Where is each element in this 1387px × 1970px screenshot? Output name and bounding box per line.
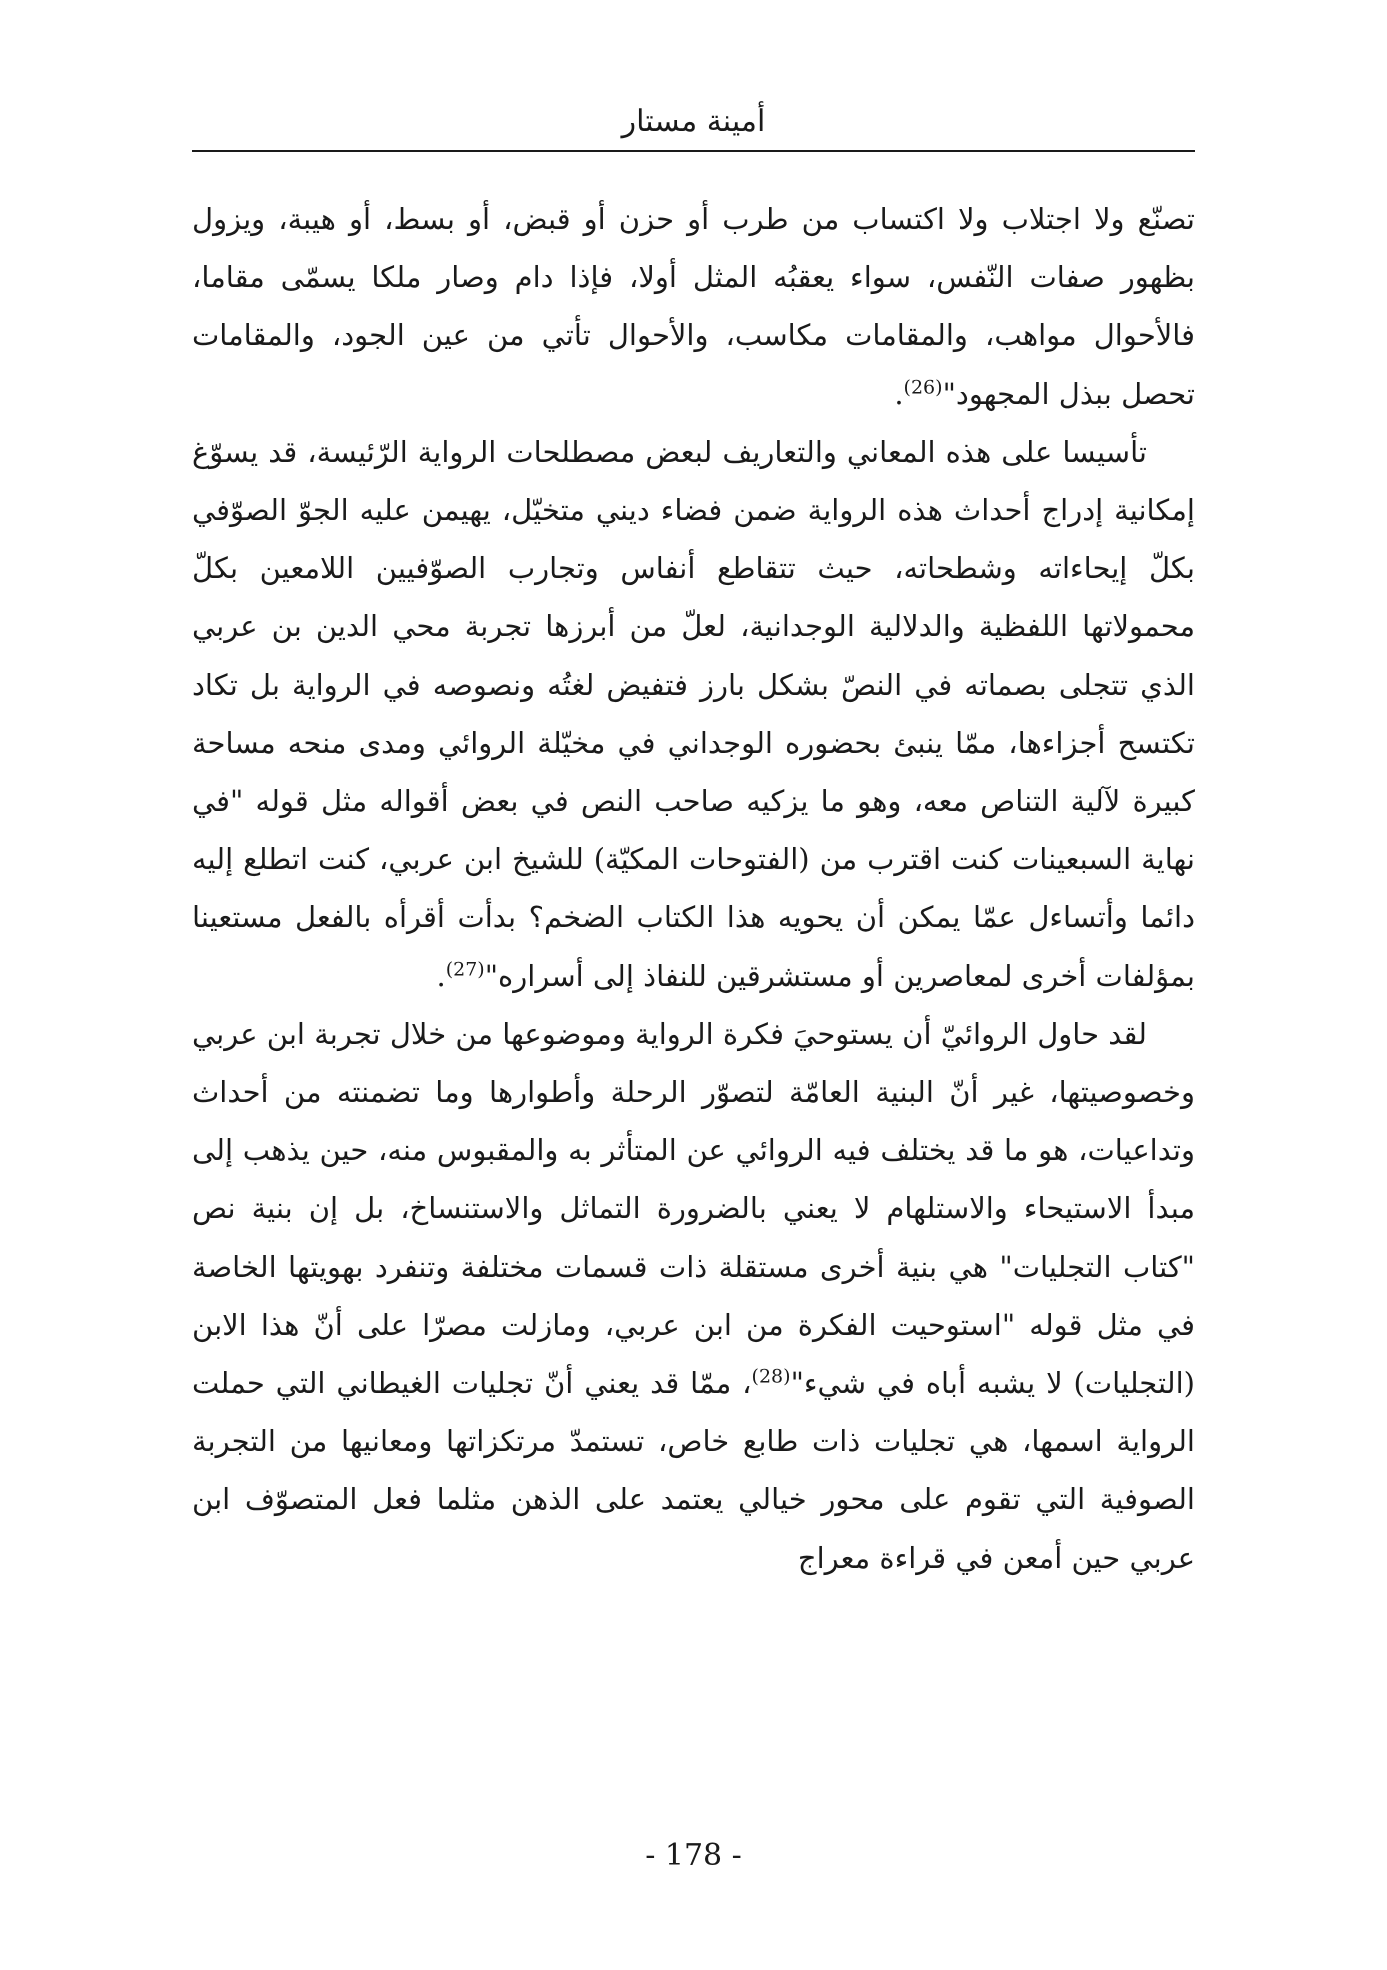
footnote-ref-26: (26) [903,375,943,398]
paragraph-3-continuation: ، ممّا قد يعني أنّ تجليات الغيطاني التي حملت الرواية اسمها، هي تجليات ذات طابع خاص، تستمدّ مرتكزاتها ومعانيها من التجربة الصوفية التي تقوم على محور خيالي يعتمد على الذهن مثلما فعل المتصوّف ابن عربي حين أمعن في قراءة معراج [192,1366,1195,1575]
paragraph-3-text: لقد حاول الروائيّ أن يستوحيَ فكرة الرواية وموضوعها من خلال تجربة ابن عربي وخصوصيتها، غير أنّ البنية العامّة لتصوّر الرحلة وأطوارها وما تضمنته من أحداث وتداعيات، هو ما قد يختلف فيه الروائي عن المتأثر به والمقبوس منه، حين يذهب إلى مبدأ الاستيحاء والاستلهام لا يعني بالضرورة التماثل والاستنساخ، بل إن بنية نص "كتاب التجليات" هي بنية أخرى مستقلة ذات قسمات مختلفة وتنفرد بهويتها الخاصة في مثل قوله "استوحيت الفكرة من ابن عربي، ومازلت مصرّا على أنّ هذا الابن (التجليات) لا يشبه أباه في شيء" [192,1016,1195,1401]
header-divider [192,150,1195,152]
paragraph-2 [192,423,1195,1005]
footnote-ref-27: (27) [445,957,485,980]
body-text [192,190,1195,1587]
paragraph-1-end: . [894,376,904,411]
footnote-ref-28: (28) [751,1365,791,1388]
page-number: - 178 - [645,1838,742,1873]
paragraph-3 [192,1005,1195,1587]
paragraph-1-text: تصنّع ولا اجتلاب ولا اكتساب من طرب أو حزن أو قبض، أو بسط، أو هيبة، ويزول بظهور صفات النّفس، سواء يعقبُه المثل أولا، فإذا دام وصار ملكا يسمّى مقاما، فالأحوال مواهب، والمقامات مكاسب، والأحوال تأتي من عين الجود، والمقامات تحصل ببذل المجهود" [192,202,1195,411]
running-header: أمينة مستار [621,104,766,139]
paragraph-1 [192,190,1195,423]
paragraph-2-end: . [436,958,446,993]
paragraph-2-text: تأسيسا على هذه المعاني والتعاريف لبعض مصطلحات الرواية الرّئيسة، قد يسوّغ إمكانية إدراج أحداث هذه الرواية ضمن فضاء ديني متخيّل، يهيمن عليه الجوّ الصوّفي بكلّ إيحاءاته وشطحاته، حيث تتقاطع أنفاس وتجارب الصوّفيين اللامعين بكلّ محمولاتها اللفظية والدلالية الوجدانية، لعلّ من أبرزها تجربة محي الدين بن عربي الذي تتجلى بصماته في النصّ بشكل بارز فتفيض لغتُه ونصوصه في الرواية بل تكاد تكتسح أجزاءها، ممّا ينبئ بحضوره الوجداني في مخيّلة الروائي ومدى منحه مساحة كبيرة لآلية التناص معه، وهو ما يزكيه صاحب النص في بعض أقواله مثل قوله "في نهاية السبعينات كنت اقترب من (الفتوحات المكيّة) للشيخ ابن عربي، كنت اتطلع إليه دائما وأتساءل عمّا يمكن أن يحويه هذا الكتاب الضخم؟ بدأت أقرأه بالفعل مستعينا بمؤلفات أخرى لمعاصرين أو مستشرقين للنفاذ إلى أسراره" [192,434,1195,993]
